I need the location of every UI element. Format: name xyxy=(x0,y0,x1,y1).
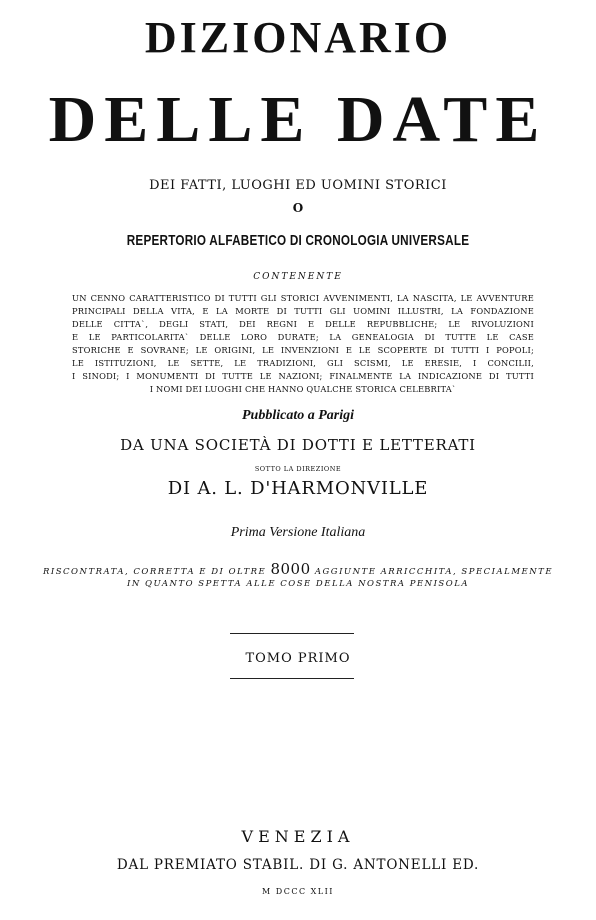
imprint-year: M DCCC XLII xyxy=(262,887,334,896)
contents-line: DELLE CITTA`, DEGLI STATI, DEI REGNI E DELLE REPUBBLICHE; LE RIVOLUZIONI xyxy=(72,319,534,329)
volume-label: TOMO PRIMO xyxy=(245,651,351,666)
main-title-line1: DIZIONARIO xyxy=(144,13,452,62)
contents-line: LE ISTITUZIONI, LE SETTE, LE TRADIZIONI, GLI SCISMI, LE ERESIE, I CONCILII, xyxy=(72,358,534,368)
subtitle-line1: DEI FATTI, LUOGHI ED UOMINI STORICI xyxy=(149,178,447,193)
additions-count: 8000 xyxy=(270,560,311,578)
contents-line: STORICHE E SOVRANE; LE ORIGINI, LE INVENZIONI E LE SCOPERTE DI TUTTI I POPOLI; xyxy=(72,345,534,355)
volume-rule-top xyxy=(230,633,354,634)
published-in: Pubblicato a Parigi xyxy=(242,408,354,423)
edition-note-line2: IN QUANTO SPETTA ALLE COSE DELLA NOSTRA PENISOLA xyxy=(126,579,470,589)
society-line: DA UNA SOCIETÀ DI DOTTI E LETTERATI xyxy=(120,436,476,454)
contents-heading: CONTENENTE xyxy=(253,272,343,282)
contents-line: I NOMI DEI LUOGHI CHE HANNO QUALCHE STORICA CELEBRITA` xyxy=(149,384,457,394)
direction-label: SOTTO LA DIREZIONE xyxy=(254,465,342,473)
contents-line: UN CENNO CARATTERISTICO DI TUTTI GLI STORICI AVVENIMENTI, LA NASCITA, LE AVVENTURE xyxy=(72,293,534,303)
author-name: DI A. L. D'HARMONVILLE xyxy=(167,478,429,499)
contents-line: I SINODI; I MONUMENTI DI TUTTE LE NAZIONI; FINALMENTE LA INDICAZIONE DI TUTTI xyxy=(72,371,534,381)
edition-note-text: AGGIUNTE ARRICCHITA, SPECIALMENTE xyxy=(310,567,554,577)
volume-rule-bottom xyxy=(230,678,354,679)
imprint-city: VENEZIA xyxy=(241,827,355,846)
edition-note-line1 xyxy=(0,560,596,578)
contents-line: PRINCIPALI DELLA VITA, E LA MORTE DI TUTTI GLI UOMINI ILLUSTRI, LA FONDAZIONE xyxy=(72,306,534,316)
imprint-printer: DAL PREMIATO STABIL. DI G. ANTONELLI ED. xyxy=(116,857,480,873)
main-title-line2: DELLE DATE xyxy=(48,83,548,156)
subtitle-conjunction: O xyxy=(292,201,304,215)
edition-version: Prima Versione Italiana xyxy=(230,525,366,540)
contents-line: E LE PARTICOLARITA` DELLE LORO DURATE; LA GENEALOGIA DI TUTTE LE CASE xyxy=(72,332,534,342)
subtitle-line2: REPERTORIO ALFABETICO DI CRONOLOGIA UNIVERSALE xyxy=(126,232,470,249)
edition-note-text: RISCONTRATA, CORRETTA E DI OLTRE xyxy=(42,567,271,577)
